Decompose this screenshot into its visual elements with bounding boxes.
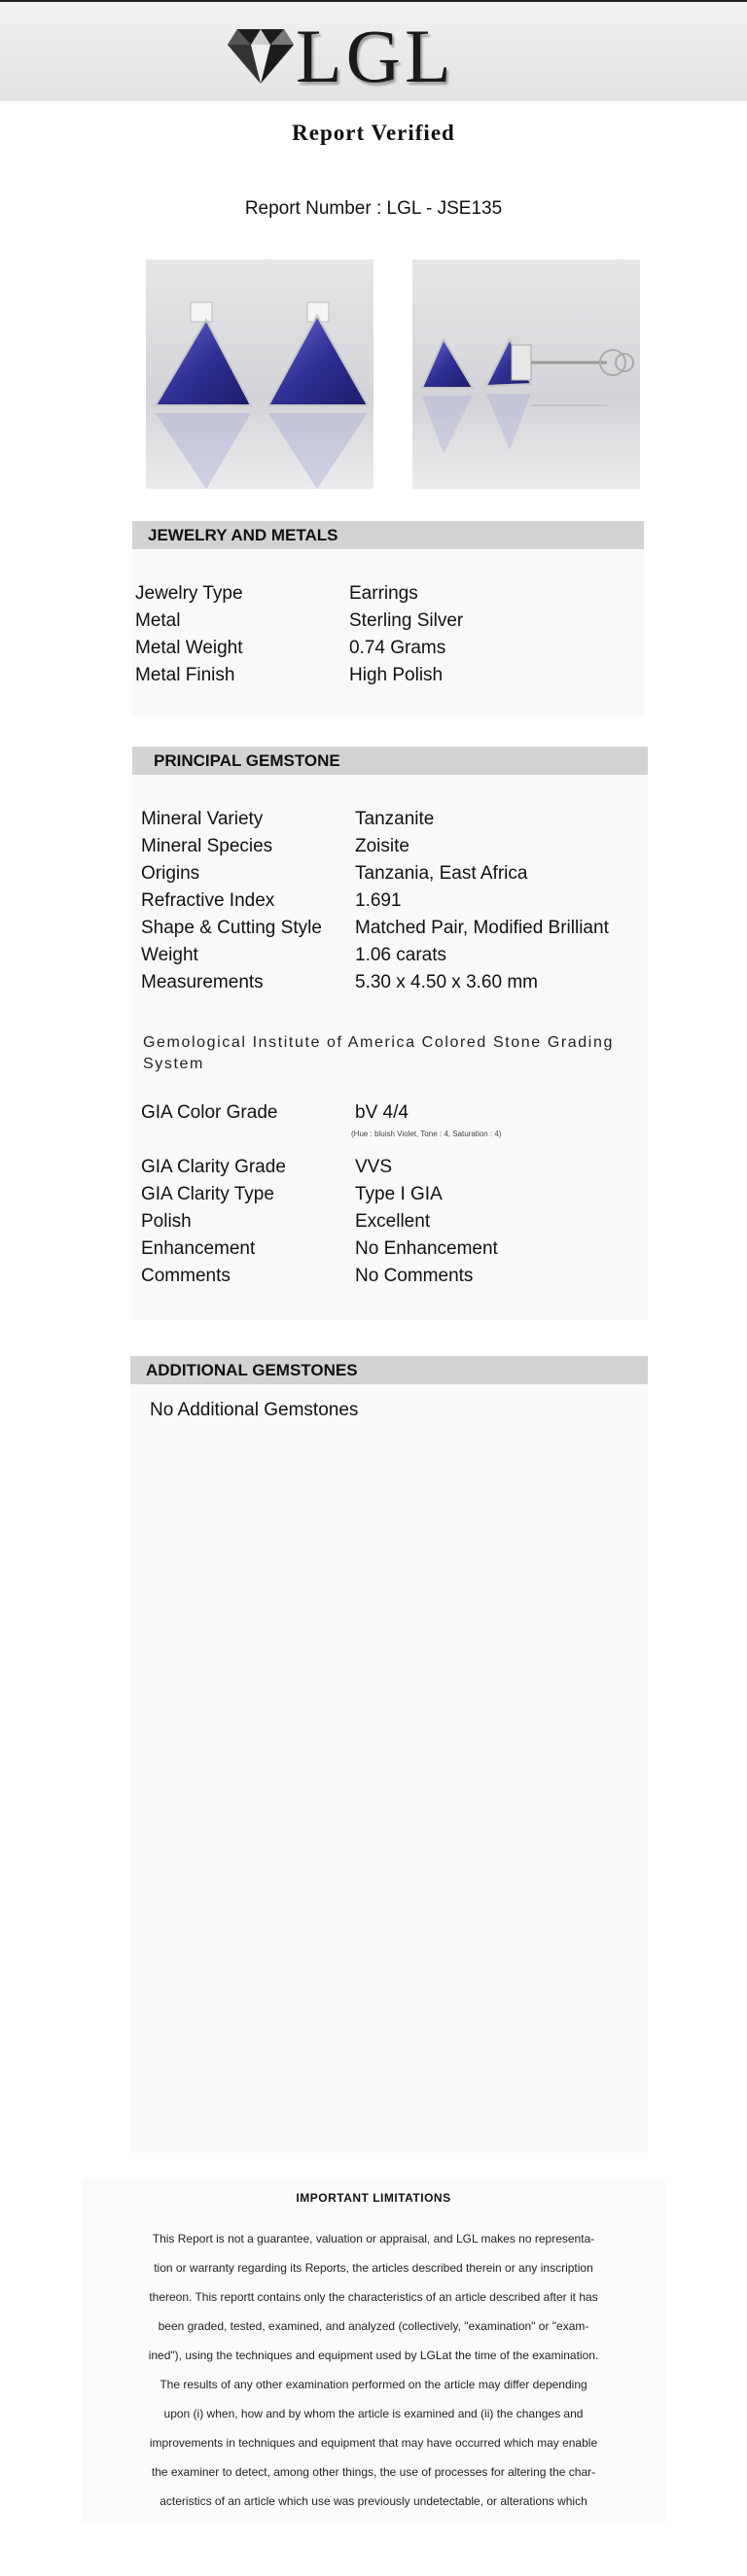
- earrings-front-photo: [146, 260, 374, 489]
- row-label: Mineral Species: [141, 836, 273, 856]
- additional-gemstones-panel: [130, 1356, 648, 2153]
- row-label: Polish: [141, 1211, 192, 1232]
- row-value: High Polish: [349, 665, 444, 685]
- report-number-value: LGL - JSE135: [386, 198, 503, 219]
- gia-heading-line: Gemological Institute of America Colored Stone Grading: [143, 1034, 614, 1051]
- row-label: Jewelry Type: [135, 583, 243, 604]
- row-label: Origins: [141, 863, 200, 884]
- row-label: Shape & Cutting Style: [141, 918, 322, 938]
- limitations-line: been graded, tested, examined, and analyzed (collectively, "examination" or "exam-: [158, 2319, 589, 2333]
- gia-heading-line: System: [143, 1056, 204, 1072]
- logo-text: LGL: [296, 14, 455, 98]
- report-number-label: Report Number :: [244, 198, 387, 219]
- row-value: bV 4/4: [355, 1102, 409, 1123]
- lgl-logo: [226, 14, 479, 98]
- jewelry-metals-rows: [135, 582, 641, 699]
- row-label: Enhancement: [141, 1238, 256, 1259]
- row-label: Metal: [135, 610, 181, 631]
- limitations-line: This Report is not a guarantee, valuation or appraisal, and LGL makes no representa-: [152, 2232, 595, 2245]
- row-label: Refractive Index: [141, 890, 275, 911]
- row-value: VVS: [355, 1157, 393, 1177]
- page-title: Report Verified: [292, 121, 455, 145]
- row-value: 1.06 carats: [355, 945, 446, 965]
- limitations-line: the examiner to detect, among other things, the use of processes for altering the char-: [151, 2465, 596, 2479]
- principal-gemstone-rows: [141, 808, 647, 1002]
- row-value: Earrings: [349, 583, 418, 604]
- row-value: Matched Pair, Modified Brilliant: [355, 918, 609, 938]
- report-number: [0, 198, 747, 220]
- gia-grade-rows: [141, 1101, 647, 1305]
- limitations-line: thereon. This reportt contains only the characteristics of an article described after it has: [149, 2290, 598, 2304]
- row-label: GIA Clarity Type: [141, 1184, 274, 1204]
- row-label: Comments: [141, 1266, 231, 1286]
- row-label: Metal Weight: [135, 638, 243, 658]
- row-label: Weight: [141, 945, 198, 965]
- row-label: GIA Color Grade: [141, 1102, 278, 1123]
- row-value: No Comments: [355, 1266, 474, 1286]
- limitations-title: IMPORTANT LIMITATIONS: [296, 2191, 451, 2205]
- gia-grading-heading: [143, 1032, 649, 1075]
- earrings-side-photo: [412, 260, 640, 489]
- row-value: 0.74 Grams: [349, 638, 446, 658]
- additional-gemstones-text: No Additional Gemstones: [150, 1400, 359, 1420]
- row-value: Excellent: [355, 1211, 431, 1232]
- header-band: [0, 0, 747, 101]
- row-value: 5.30 x 4.50 x 3.60 mm: [355, 972, 538, 992]
- limitations-line: improvements in techniques and equipment that may have occurred which may enable: [149, 2436, 598, 2450]
- row-value: Sterling Silver: [349, 610, 464, 631]
- row-value: Tanzanite: [355, 809, 435, 829]
- jewelry-metals-heading: JEWELRY AND METALS: [132, 521, 644, 549]
- row-label: GIA Clarity Grade: [141, 1157, 286, 1177]
- row-value: Tanzania, East Africa: [355, 863, 528, 884]
- limitations-line: The results of any other examination performed on the article may differ depending: [160, 2378, 587, 2391]
- row-value: Type I GIA: [355, 1184, 443, 1204]
- principal-gemstone-heading: PRINCIPAL GEMSTONE: [132, 747, 648, 775]
- row-value: 1.691: [355, 890, 402, 911]
- limitations-line: acteristics of an article which use was previously undetectable, or alterations which: [160, 2494, 587, 2508]
- additional-gemstones-heading: ADDITIONAL GEMSTONES: [130, 1356, 648, 1384]
- color-grade-note: (Hue : bluish Violet, Tone : 4, Saturation : 4): [351, 1130, 502, 1138]
- row-label: Mineral Variety: [141, 809, 264, 829]
- important-limitations: [82, 2177, 665, 2523]
- limitations-line: ined"), using the techniques and equipment used by LGLat the time of the examination.: [148, 2349, 599, 2362]
- row-label: Metal Finish: [135, 665, 235, 685]
- row-value: Zoisite: [355, 836, 409, 856]
- limitations-line: tion or warranty regarding its Reports, the articles described therein or any inscription: [154, 2261, 593, 2275]
- limitations-line: upon (i) when, how and by whom the article is examined and (ii) the changes and: [163, 2407, 584, 2420]
- row-label: Measurements: [141, 972, 264, 992]
- row-value: No Enhancement: [355, 1238, 498, 1259]
- diamond-icon: [226, 23, 296, 87]
